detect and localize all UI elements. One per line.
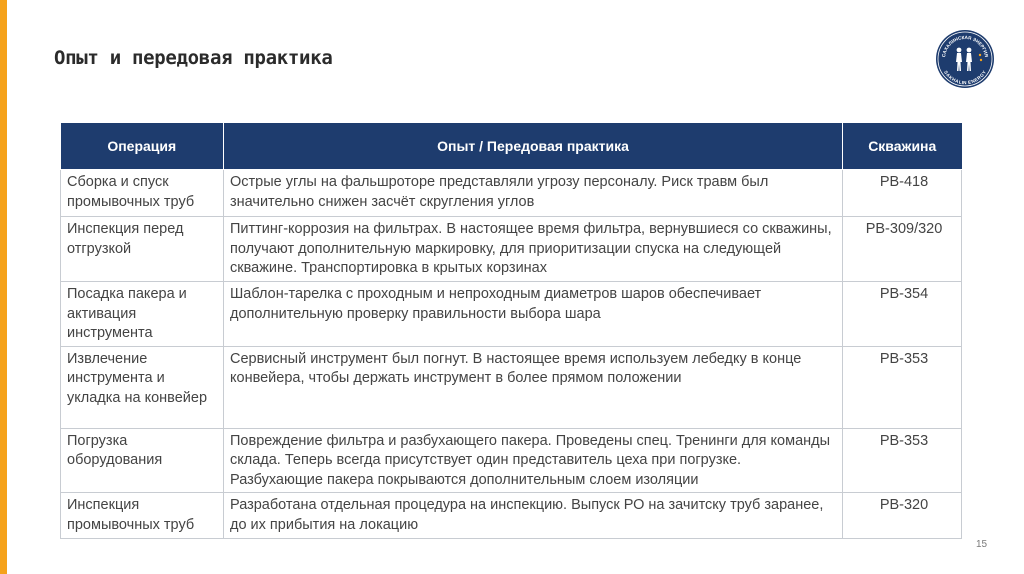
table-row [61, 170, 962, 217]
cell-well: PB-353 [843, 428, 962, 493]
table-row [61, 428, 962, 493]
cell-well: PB-320 [843, 493, 962, 539]
cell-operation: Сборка и спуск промывочных труб [61, 170, 224, 217]
sakhalin-energy-logo [935, 29, 995, 89]
header-operation: Операция [61, 123, 224, 170]
cell-well: PB-353 [843, 346, 962, 428]
table-row [61, 217, 962, 282]
cell-operation: Инспекция перед отгрузкой [61, 217, 224, 282]
cell-practice: Шаблон-тарелка с проходным и непроходным диаметров шаров обеспечивает дополнительную проверку правильности выбора шара [224, 282, 843, 347]
header-practice: Опыт / Передовая практика [224, 123, 843, 170]
header-well: Скважина [843, 123, 962, 170]
cell-operation: Погрузка оборудования [61, 428, 224, 493]
cell-practice: Острые углы на фальшроторе представляли угрозу персоналу. Риск травм был значительно снижен засчёт скругления углов [224, 170, 843, 217]
cell-practice: Сервисный инструмент был погнут. В настоящее время используем лебедку в конце конвейера, чтобы держать инструмент в более прямом положении [224, 346, 843, 428]
practice-table [60, 123, 962, 539]
table-row [61, 346, 962, 428]
table-row [61, 493, 962, 539]
cell-operation: Извлечение инструмента и укладка на конвейер [61, 346, 224, 428]
cell-practice: Повреждение фильтра и разбухающего пакера. Проведены спец. Тренинги для команды склада. Теперь всегда присутствует один представитель цеха при погрузке. Разбухающие пакера покрываются дополнительным слоем изоляции [224, 428, 843, 493]
cell-operation: Посадка пакера и активация инструмента [61, 282, 224, 347]
logo-bottom-text: SAKHALIN ENERGY [943, 69, 987, 86]
table-row [61, 282, 962, 347]
logo-top-text: САХАЛИНСКАЯ ЭНЕРГИЯ [941, 34, 989, 58]
page-number: 15 [976, 539, 988, 550]
accent-bar [0, 0, 7, 574]
table-header-row [61, 123, 962, 170]
cell-practice: Разработана отдельная процедура на инспекцию. Выпуск РО на зачитску труб заранее, до их прибытия на локацию [224, 493, 843, 539]
cell-well: PB-418 [843, 170, 962, 217]
cell-practice: Питтинг-коррозия на фильтрах. В настоящее время фильтра, вернувшиеся со скважины, получают дополнительную маркировку, для приоритизации спуска на следующей скважине. Транспортировка в крытых корзинах [224, 217, 843, 282]
cell-well: PB-354 [843, 282, 962, 347]
cell-well: PB-309/320 [843, 217, 962, 282]
cell-operation: Инспекция промывочных труб [61, 493, 224, 539]
page-title: Опыт и передовая практика [54, 47, 333, 69]
